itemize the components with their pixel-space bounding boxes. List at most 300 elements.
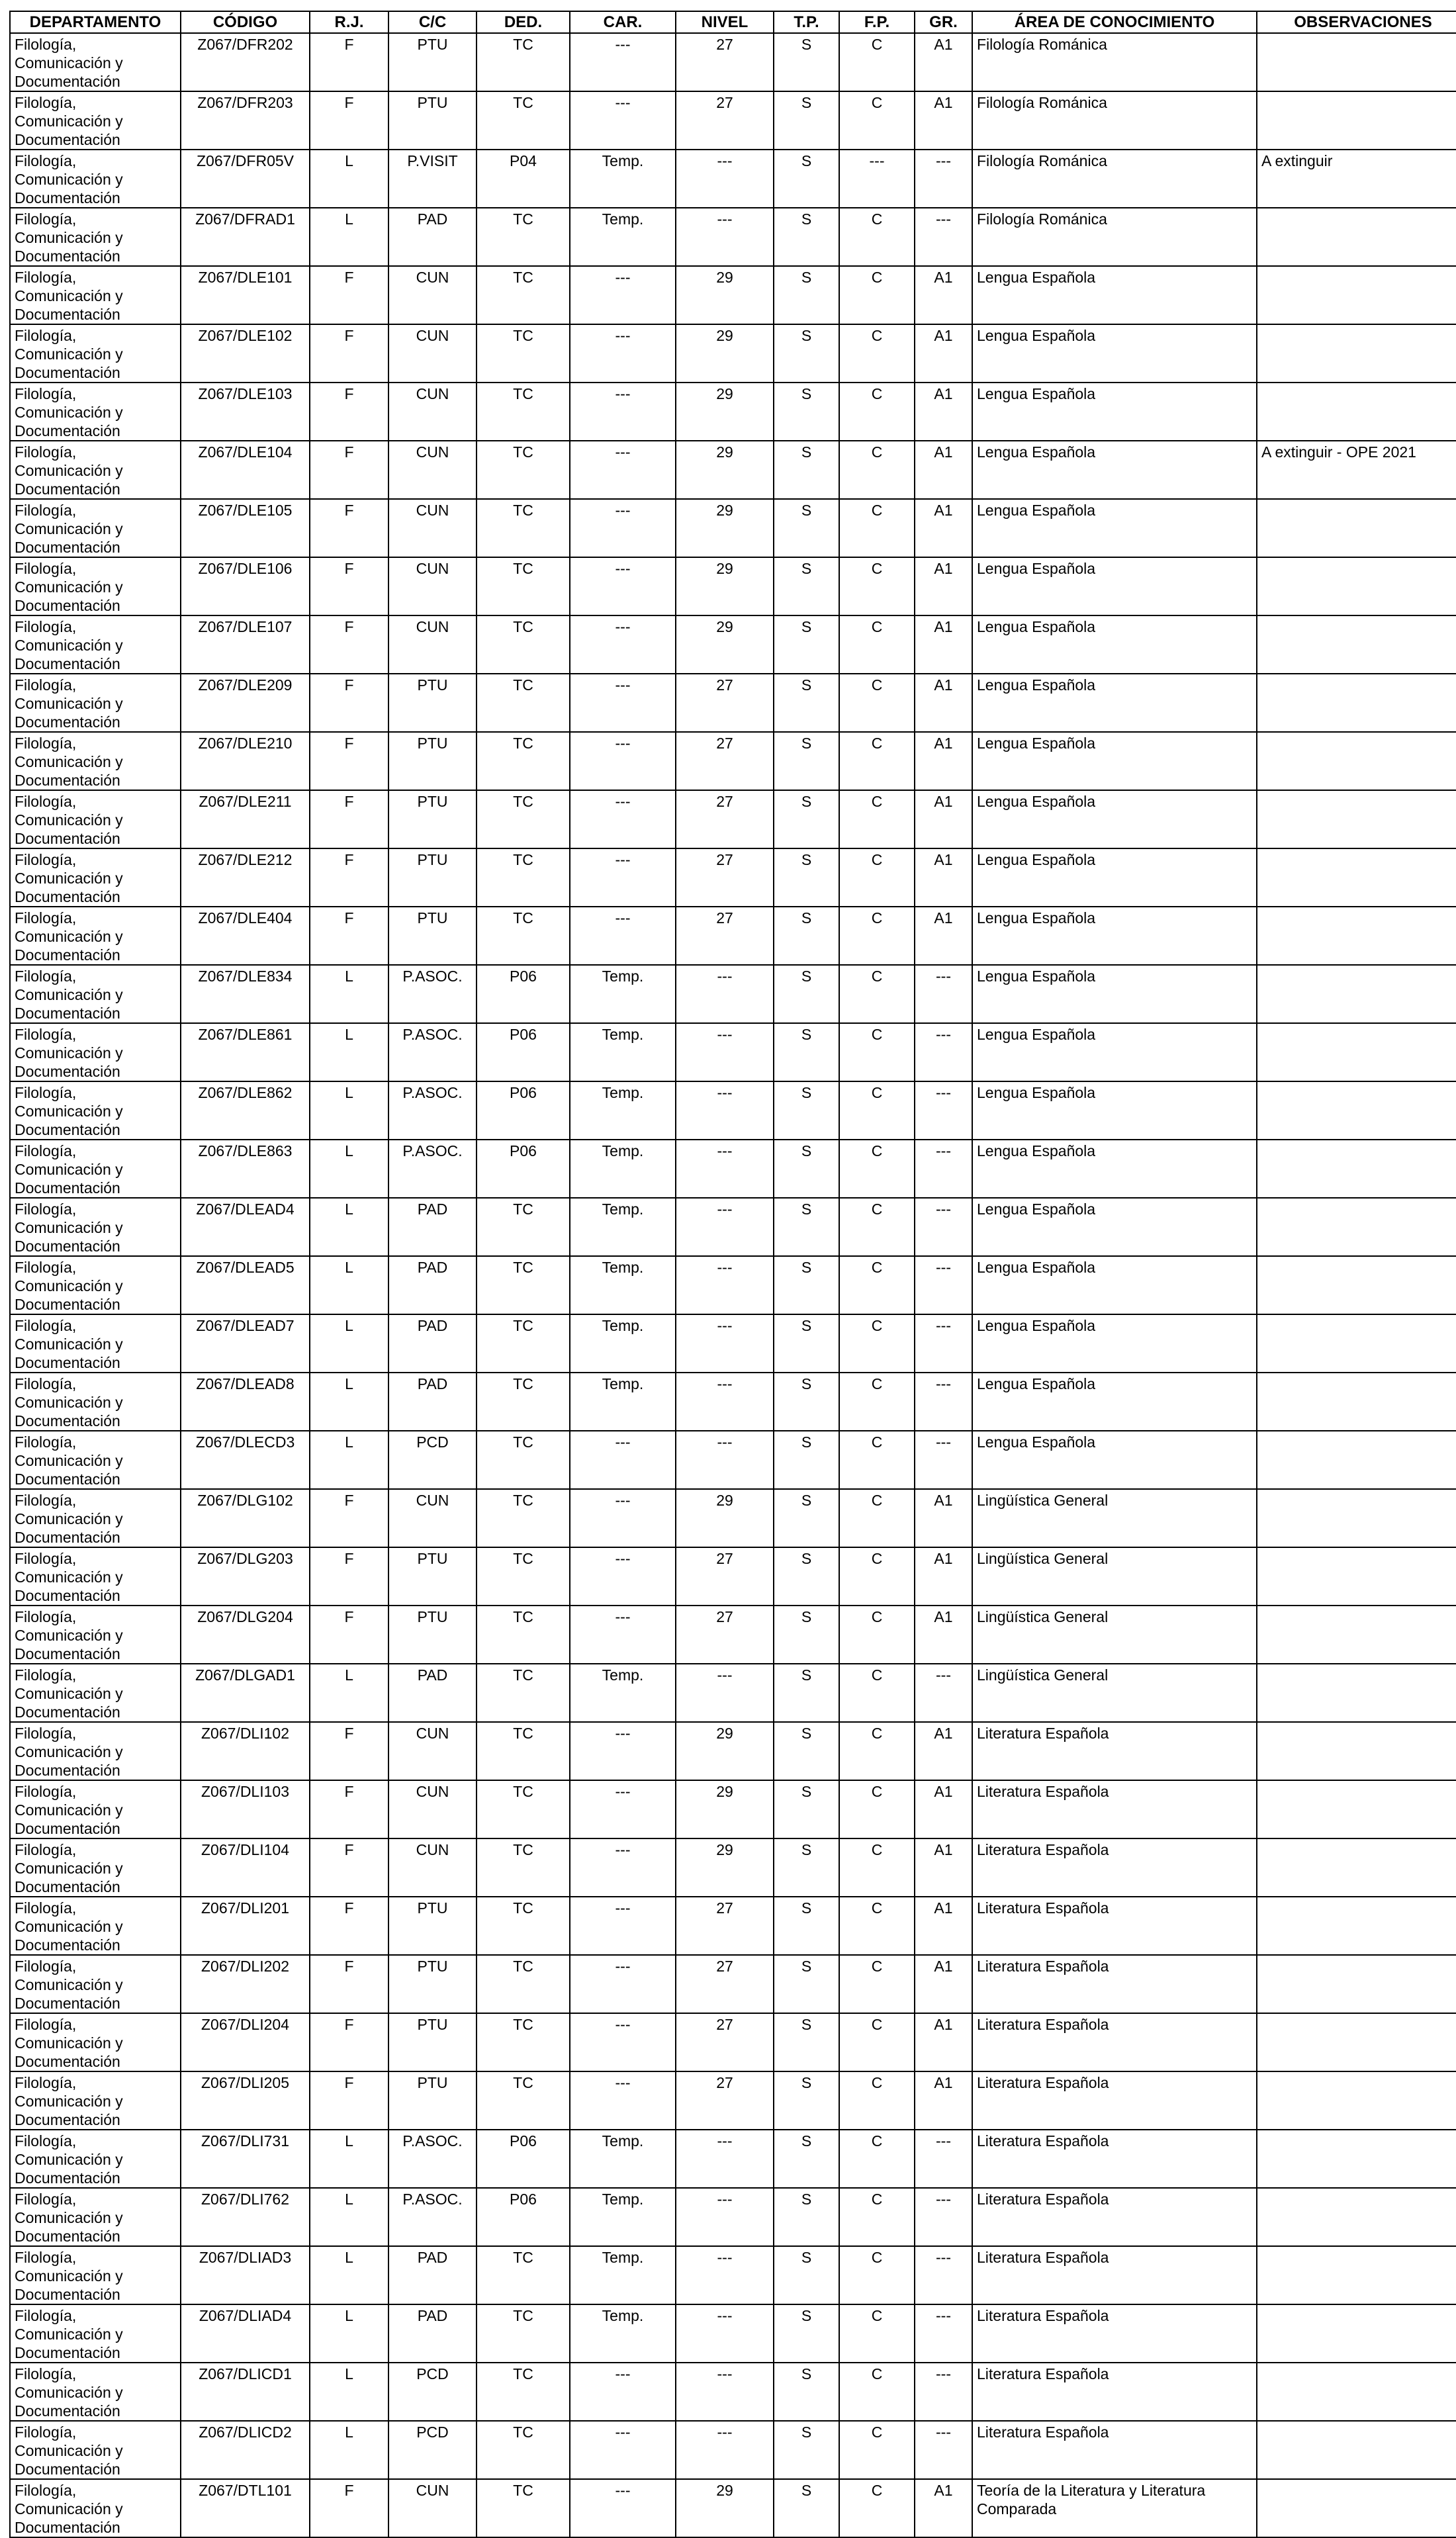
cell-nivel: ---	[676, 150, 774, 208]
cell-rj: F	[310, 2071, 388, 2130]
cell-gr: A1	[915, 1897, 972, 1955]
cell-codigo: Z067/DLE209	[181, 674, 310, 732]
cell-observaciones	[1257, 266, 1456, 324]
cell-cc: PAD	[388, 1664, 477, 1722]
cell-gr: ---	[915, 1664, 972, 1722]
cell-fp: C	[839, 1664, 915, 1722]
cell-observaciones	[1257, 2130, 1456, 2188]
cell-fp: C	[839, 1198, 915, 1256]
cell-ded: TC	[477, 1198, 570, 1256]
cell-rj: L	[310, 1023, 388, 1081]
table-row	[10, 1081, 1456, 1140]
cell-cc: PAD	[388, 1373, 477, 1431]
cell-observaciones	[1257, 1489, 1456, 1547]
cell-observaciones	[1257, 1023, 1456, 1081]
cell-gr: ---	[915, 2304, 972, 2363]
cell-nivel: 29	[676, 2479, 774, 2537]
cell-observaciones	[1257, 1780, 1456, 1838]
cell-rj: F	[310, 1780, 388, 1838]
cell-departamento: Filología, Comunicación y Documentación	[10, 615, 181, 674]
cell-ded: TC	[477, 615, 570, 674]
cell-codigo: Z067/DLIAD4	[181, 2304, 310, 2363]
cell-cc: CUN	[388, 1838, 477, 1897]
cell-area: Literatura Española	[972, 1780, 1257, 1838]
header-nivel: NIVEL	[676, 11, 774, 33]
cell-nivel: 27	[676, 848, 774, 907]
cell-fp: C	[839, 1780, 915, 1838]
cell-ded: TC	[477, 1256, 570, 1314]
cell-rj: F	[310, 848, 388, 907]
cell-gr: A1	[915, 91, 972, 150]
cell-area: Lengua Española	[972, 674, 1257, 732]
cell-tp: S	[774, 615, 839, 674]
cell-gr: A1	[915, 557, 972, 615]
cell-car: ---	[570, 2479, 676, 2537]
cell-car: ---	[570, 1431, 676, 1489]
table-row	[10, 1489, 1456, 1547]
cell-ded: TC	[477, 1955, 570, 2013]
cell-codigo: Z067/DLICD1	[181, 2363, 310, 2421]
cell-fp: C	[839, 1722, 915, 1780]
cell-fp: C	[839, 1955, 915, 2013]
cell-tp: S	[774, 1664, 839, 1722]
cell-nivel: 29	[676, 1838, 774, 1897]
cell-fp: C	[839, 907, 915, 965]
table-row	[10, 615, 1456, 674]
cell-tp: S	[774, 499, 839, 557]
cell-fp: C	[839, 91, 915, 150]
cell-car: ---	[570, 1722, 676, 1780]
cell-car: Temp.	[570, 965, 676, 1023]
cell-nivel: ---	[676, 1664, 774, 1722]
cell-car: ---	[570, 1489, 676, 1547]
cell-departamento: Filología, Comunicación y Documentación	[10, 1664, 181, 1722]
cell-tp: S	[774, 2421, 839, 2479]
table-row	[10, 1314, 1456, 1373]
cell-car: ---	[570, 1606, 676, 1664]
cell-area: Lengua Española	[972, 1256, 1257, 1314]
header-car: CAR.	[570, 11, 676, 33]
cell-cc: PTU	[388, 2013, 477, 2071]
cell-fp: C	[839, 383, 915, 441]
cell-ded: TC	[477, 1431, 570, 1489]
cell-cc: P.ASOC.	[388, 1023, 477, 1081]
cell-observaciones	[1257, 383, 1456, 441]
header-fp: F.P.	[839, 11, 915, 33]
cell-ded: TC	[477, 2479, 570, 2537]
cell-area: Lengua Española	[972, 1373, 1257, 1431]
cell-ded: P06	[477, 1023, 570, 1081]
cell-tp: S	[774, 1722, 839, 1780]
cell-area: Lingüística General	[972, 1547, 1257, 1606]
cell-departamento: Filología, Comunicación y Documentación	[10, 848, 181, 907]
cell-gr: A1	[915, 790, 972, 848]
cell-car: ---	[570, 732, 676, 790]
cell-rj: L	[310, 208, 388, 266]
cell-codigo: Z067/DLEAD7	[181, 1314, 310, 1373]
cell-fp: C	[839, 2071, 915, 2130]
cell-codigo: Z067/DLGAD1	[181, 1664, 310, 1722]
cell-cc: P.ASOC.	[388, 1081, 477, 1140]
cell-gr: A1	[915, 499, 972, 557]
cell-fp: C	[839, 2188, 915, 2246]
cell-tp: S	[774, 91, 839, 150]
cell-fp: C	[839, 1838, 915, 1897]
cell-tp: S	[774, 557, 839, 615]
cell-fp: C	[839, 2304, 915, 2363]
cell-area: Literatura Española	[972, 2013, 1257, 2071]
cell-codigo: Z067/DLI201	[181, 1897, 310, 1955]
cell-ded: P04	[477, 150, 570, 208]
cell-cc: CUN	[388, 2479, 477, 2537]
cell-ded: P06	[477, 1081, 570, 1140]
cell-tp: S	[774, 2246, 839, 2304]
cell-gr: A1	[915, 907, 972, 965]
cell-area: Literatura Española	[972, 2188, 1257, 2246]
cell-car: Temp.	[570, 1314, 676, 1373]
cell-cc: P.ASOC.	[388, 2130, 477, 2188]
cell-ded: TC	[477, 1838, 570, 1897]
cell-nivel: ---	[676, 1081, 774, 1140]
cell-area: Lengua Española	[972, 1314, 1257, 1373]
cell-tp: S	[774, 2479, 839, 2537]
cell-car: ---	[570, 790, 676, 848]
cell-observaciones	[1257, 965, 1456, 1023]
cell-cc: CUN	[388, 324, 477, 383]
table-row	[10, 150, 1456, 208]
table-row	[10, 674, 1456, 732]
cell-ded: P06	[477, 1140, 570, 1198]
cell-codigo: Z067/DLI731	[181, 2130, 310, 2188]
cell-area: Lingüística General	[972, 1606, 1257, 1664]
cell-departamento: Filología, Comunicación y Documentación	[10, 1198, 181, 1256]
cell-departamento: Filología, Comunicación y Documentación	[10, 150, 181, 208]
cell-fp: C	[839, 33, 915, 91]
cell-area: Lengua Española	[972, 1140, 1257, 1198]
cell-departamento: Filología, Comunicación y Documentación	[10, 2421, 181, 2479]
cell-nivel: 27	[676, 907, 774, 965]
cell-codigo: Z067/DLG204	[181, 1606, 310, 1664]
cell-ded: TC	[477, 2071, 570, 2130]
cell-cc: PTU	[388, 674, 477, 732]
cell-tp: S	[774, 2363, 839, 2421]
cell-ded: P06	[477, 2130, 570, 2188]
cell-codigo: Z067/DLECD3	[181, 1431, 310, 1489]
cell-rj: F	[310, 1722, 388, 1780]
cell-ded: TC	[477, 33, 570, 91]
cell-car: ---	[570, 1955, 676, 2013]
cell-rj: F	[310, 1489, 388, 1547]
cell-area: Lengua Española	[972, 790, 1257, 848]
header-departamento: DEPARTAMENTO	[10, 11, 181, 33]
cell-car: Temp.	[570, 1664, 676, 1722]
cell-ded: TC	[477, 441, 570, 499]
cell-rj: L	[310, 1081, 388, 1140]
cell-car: Temp.	[570, 2304, 676, 2363]
cell-observaciones	[1257, 1722, 1456, 1780]
cell-cc: PAD	[388, 1314, 477, 1373]
table-row	[10, 907, 1456, 965]
cell-observaciones	[1257, 1838, 1456, 1897]
cell-tp: S	[774, 1256, 839, 1314]
table-row	[10, 1897, 1456, 1955]
cell-departamento: Filología, Comunicación y Documentación	[10, 965, 181, 1023]
cell-fp: C	[839, 615, 915, 674]
cell-area: Literatura Española	[972, 1722, 1257, 1780]
cell-fp: C	[839, 674, 915, 732]
table-row	[10, 1023, 1456, 1081]
table-row	[10, 2479, 1456, 2537]
cell-tp: S	[774, 1198, 839, 1256]
cell-car: Temp.	[570, 208, 676, 266]
cell-rj: F	[310, 1547, 388, 1606]
cell-departamento: Filología, Comunicación y Documentación	[10, 1140, 181, 1198]
cell-observaciones	[1257, 1314, 1456, 1373]
cell-fp: C	[839, 1606, 915, 1664]
cell-observaciones	[1257, 1664, 1456, 1722]
cell-cc: P.ASOC.	[388, 965, 477, 1023]
cell-car: ---	[570, 615, 676, 674]
cell-area: Lengua Española	[972, 965, 1257, 1023]
cell-gr: A1	[915, 1547, 972, 1606]
cell-observaciones	[1257, 499, 1456, 557]
cell-observaciones	[1257, 1256, 1456, 1314]
header-gr: GR.	[915, 11, 972, 33]
cell-area: Literatura Española	[972, 2421, 1257, 2479]
cell-car: ---	[570, 324, 676, 383]
header-ded: DED.	[477, 11, 570, 33]
cell-rj: F	[310, 266, 388, 324]
cell-observaciones	[1257, 1606, 1456, 1664]
cell-gr: A1	[915, 1489, 972, 1547]
cell-observaciones	[1257, 2246, 1456, 2304]
cell-tp: S	[774, 907, 839, 965]
table-row	[10, 1606, 1456, 1664]
cell-tp: S	[774, 1547, 839, 1606]
cell-gr: A1	[915, 1780, 972, 1838]
cell-fp: C	[839, 208, 915, 266]
cell-departamento: Filología, Comunicación y Documentación	[10, 208, 181, 266]
cell-tp: S	[774, 674, 839, 732]
cell-departamento: Filología, Comunicación y Documentación	[10, 266, 181, 324]
cell-cc: P.ASOC.	[388, 2188, 477, 2246]
cell-cc: PCD	[388, 1431, 477, 1489]
table-row	[10, 732, 1456, 790]
cell-nivel: 29	[676, 441, 774, 499]
cell-cc: PTU	[388, 732, 477, 790]
cell-gr: ---	[915, 965, 972, 1023]
table-row	[10, 2246, 1456, 2304]
cell-gr: ---	[915, 150, 972, 208]
cell-rj: F	[310, 499, 388, 557]
cell-observaciones: A extinguir - OPE 2021	[1257, 441, 1456, 499]
table-row	[10, 324, 1456, 383]
cell-fp: C	[839, 1897, 915, 1955]
cell-tp: S	[774, 790, 839, 848]
cell-observaciones	[1257, 1547, 1456, 1606]
cell-nivel: 29	[676, 615, 774, 674]
cell-tp: S	[774, 2188, 839, 2246]
cell-nivel: 27	[676, 790, 774, 848]
cell-cc: CUN	[388, 1489, 477, 1547]
table-row	[10, 790, 1456, 848]
cell-nivel: 29	[676, 1489, 774, 1547]
cell-tp: S	[774, 1780, 839, 1838]
cell-departamento: Filología, Comunicación y Documentación	[10, 1838, 181, 1897]
positions-table	[9, 11, 1456, 2538]
cell-codigo: Z067/DFR202	[181, 33, 310, 91]
cell-cc: PTU	[388, 2071, 477, 2130]
table-row	[10, 91, 1456, 150]
cell-gr: A1	[915, 674, 972, 732]
table-row	[10, 1722, 1456, 1780]
cell-codigo: Z067/DLE103	[181, 383, 310, 441]
cell-car: ---	[570, 1838, 676, 1897]
cell-departamento: Filología, Comunicación y Documentación	[10, 1780, 181, 1838]
cell-cc: CUN	[388, 1780, 477, 1838]
cell-gr: A1	[915, 848, 972, 907]
cell-rj: L	[310, 1140, 388, 1198]
cell-area: Filología Románica	[972, 91, 1257, 150]
cell-departamento: Filología, Comunicación y Documentación	[10, 2188, 181, 2246]
cell-observaciones	[1257, 1373, 1456, 1431]
cell-nivel: 27	[676, 674, 774, 732]
cell-nivel: 29	[676, 383, 774, 441]
cell-gr: ---	[915, 1431, 972, 1489]
cell-fp: C	[839, 2013, 915, 2071]
cell-codigo: Z067/DLE106	[181, 557, 310, 615]
cell-area: Lengua Española	[972, 1081, 1257, 1140]
cell-fp: C	[839, 1081, 915, 1140]
cell-gr: ---	[915, 1314, 972, 1373]
cell-nivel: ---	[676, 1140, 774, 1198]
cell-area: Literatura Española	[972, 1955, 1257, 2013]
cell-nivel: 29	[676, 499, 774, 557]
cell-ded: TC	[477, 1373, 570, 1431]
cell-tp: S	[774, 324, 839, 383]
cell-tp: S	[774, 208, 839, 266]
cell-observaciones	[1257, 1140, 1456, 1198]
cell-area: Filología Románica	[972, 150, 1257, 208]
cell-car: ---	[570, 557, 676, 615]
cell-codigo: Z067/DLI104	[181, 1838, 310, 1897]
cell-fp: C	[839, 441, 915, 499]
cell-departamento: Filología, Comunicación y Documentación	[10, 2479, 181, 2537]
cell-cc: CUN	[388, 1722, 477, 1780]
cell-ded: TC	[477, 732, 570, 790]
cell-fp: C	[839, 732, 915, 790]
cell-ded: TC	[477, 1547, 570, 1606]
cell-departamento: Filología, Comunicación y Documentación	[10, 1081, 181, 1140]
cell-car: ---	[570, 2071, 676, 2130]
cell-area: Lengua Española	[972, 383, 1257, 441]
cell-observaciones	[1257, 2013, 1456, 2071]
cell-car: ---	[570, 1897, 676, 1955]
cell-gr: A1	[915, 2479, 972, 2537]
cell-cc: PTU	[388, 33, 477, 91]
cell-cc: PAD	[388, 208, 477, 266]
cell-rj: L	[310, 2363, 388, 2421]
table-row	[10, 2363, 1456, 2421]
cell-departamento: Filología, Comunicación y Documentación	[10, 2130, 181, 2188]
cell-codigo: Z067/DLE210	[181, 732, 310, 790]
cell-area: Literatura Española	[972, 2363, 1257, 2421]
cell-ded: TC	[477, 2304, 570, 2363]
cell-nivel: 29	[676, 1722, 774, 1780]
cell-ded: TC	[477, 907, 570, 965]
cell-rj: L	[310, 2304, 388, 2363]
cell-codigo: Z067/DLE107	[181, 615, 310, 674]
cell-cc: CUN	[388, 615, 477, 674]
cell-observaciones	[1257, 2421, 1456, 2479]
cell-nivel: ---	[676, 1198, 774, 1256]
cell-codigo: Z067/DTL101	[181, 2479, 310, 2537]
cell-area: Lengua Española	[972, 499, 1257, 557]
cell-departamento: Filología, Comunicación y Documentación	[10, 2363, 181, 2421]
cell-observaciones	[1257, 1897, 1456, 1955]
cell-ded: TC	[477, 499, 570, 557]
cell-departamento: Filología, Comunicación y Documentación	[10, 1431, 181, 1489]
cell-gr: ---	[915, 1081, 972, 1140]
cell-fp: C	[839, 2246, 915, 2304]
cell-car: ---	[570, 91, 676, 150]
cell-codigo: Z067/DLEAD8	[181, 1373, 310, 1431]
cell-car: ---	[570, 441, 676, 499]
cell-nivel: ---	[676, 208, 774, 266]
table-row	[10, 383, 1456, 441]
cell-fp: C	[839, 2479, 915, 2537]
cell-tp: S	[774, 848, 839, 907]
cell-tp: S	[774, 2304, 839, 2363]
cell-rj: L	[310, 1256, 388, 1314]
cell-nivel: ---	[676, 1373, 774, 1431]
cell-area: Lengua Española	[972, 732, 1257, 790]
cell-departamento: Filología, Comunicación y Documentación	[10, 33, 181, 91]
cell-gr: A1	[915, 1838, 972, 1897]
cell-cc: PTU	[388, 91, 477, 150]
table-row	[10, 1373, 1456, 1431]
cell-ded: TC	[477, 208, 570, 266]
cell-codigo: Z067/DLEAD5	[181, 1256, 310, 1314]
cell-nivel: ---	[676, 1023, 774, 1081]
cell-departamento: Filología, Comunicación y Documentación	[10, 2013, 181, 2071]
cell-rj: F	[310, 2013, 388, 2071]
cell-cc: PTU	[388, 1955, 477, 2013]
cell-departamento: Filología, Comunicación y Documentación	[10, 1897, 181, 1955]
cell-gr: ---	[915, 1023, 972, 1081]
cell-departamento: Filología, Comunicación y Documentación	[10, 1606, 181, 1664]
cell-area: Lengua Española	[972, 1023, 1257, 1081]
cell-ded: TC	[477, 1489, 570, 1547]
cell-car: Temp.	[570, 2188, 676, 2246]
cell-fp: C	[839, 1256, 915, 1314]
cell-codigo: Z067/DLI202	[181, 1955, 310, 2013]
cell-car: ---	[570, 1547, 676, 1606]
cell-tp: S	[774, 1314, 839, 1373]
cell-departamento: Filología, Comunicación y Documentación	[10, 91, 181, 150]
cell-departamento: Filología, Comunicación y Documentación	[10, 1489, 181, 1547]
cell-car: Temp.	[570, 150, 676, 208]
cell-nivel: ---	[676, 2421, 774, 2479]
cell-rj: F	[310, 383, 388, 441]
table-row	[10, 2071, 1456, 2130]
cell-ded: TC	[477, 557, 570, 615]
cell-rj: F	[310, 732, 388, 790]
cell-codigo: Z067/DFRAD1	[181, 208, 310, 266]
cell-area: Literatura Española	[972, 2246, 1257, 2304]
cell-gr: ---	[915, 1140, 972, 1198]
cell-cc: PTU	[388, 1897, 477, 1955]
